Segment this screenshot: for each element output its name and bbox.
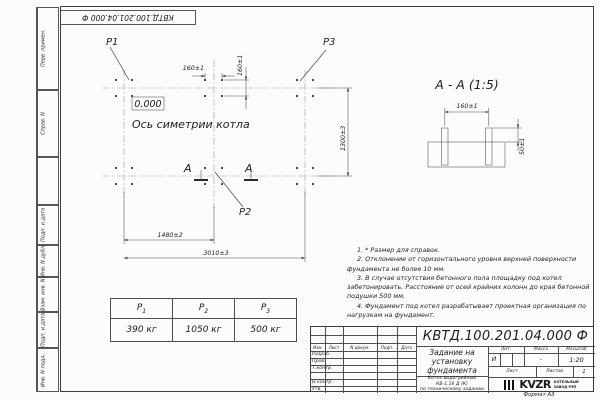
rule-line bbox=[311, 372, 416, 373]
note-line: 2. Отклонение от горизонтального уровня верхней поверхности фундамента не более 10 мм. bbox=[347, 255, 577, 273]
p1-label: P1 bbox=[106, 37, 119, 48]
symmetry-axis-label: Ось симетрии котла bbox=[132, 118, 250, 131]
section-letter-left: А bbox=[184, 162, 192, 175]
sig-row-tkontr: Т.контр. bbox=[312, 366, 333, 371]
stamp-label: Взам. инв. N bbox=[37, 278, 49, 311]
stamp-label: Инв. N дубл. bbox=[37, 246, 49, 276]
load-table-header: $P_3$ bbox=[235, 299, 297, 319]
logo-caption-line: КОТЕЛЬНЫЙ bbox=[553, 380, 579, 385]
stamp-cell bbox=[36, 348, 59, 392]
stamp-cell bbox=[36, 157, 59, 205]
dim-1480-label: 1480±2 bbox=[157, 232, 183, 239]
stamp-label: Инв. N подл. bbox=[37, 349, 49, 391]
sig-header-podp: Подп. bbox=[380, 344, 394, 350]
stamp-label: Перв. примен. bbox=[37, 8, 49, 89]
dim-3010-label: 3010±3 bbox=[203, 250, 229, 257]
title-block bbox=[310, 326, 594, 392]
sig-row-utv: Утв. bbox=[312, 387, 322, 392]
logo-caption-line: ЗАВОД РЭП bbox=[553, 384, 577, 389]
elevation-value: 0.000 bbox=[134, 99, 162, 110]
lit-value: И bbox=[491, 356, 497, 363]
scale-value: 1:20 bbox=[569, 355, 584, 364]
stamp-cell bbox=[36, 312, 59, 348]
note-line: 4. Фундамент под котел разрабатывает проектная организация по нагрузкам на фундамент. bbox=[347, 301, 587, 319]
load-table-header: $P_2$ bbox=[173, 299, 235, 319]
dim-1300-label: 1300±3 bbox=[340, 125, 347, 151]
lit-header: Лит. bbox=[501, 347, 511, 352]
mass-value: - bbox=[539, 356, 543, 363]
stamp-label-empty bbox=[37, 158, 49, 204]
sig-row-razrab: Разраб. bbox=[312, 352, 331, 357]
kvzr-logo-caption bbox=[554, 380, 579, 389]
sig-header-data: Дата bbox=[401, 344, 412, 350]
rule-line bbox=[343, 327, 344, 393]
dim-160-h-label: 160±1 bbox=[182, 65, 204, 72]
rule-line bbox=[311, 335, 416, 336]
section-title: А - А (1:5) bbox=[435, 77, 499, 92]
stamp-label: Подп. и дата bbox=[37, 206, 49, 244]
sheets-label: Листов bbox=[546, 369, 563, 374]
drawing-subtitle bbox=[416, 376, 488, 393]
format-label: Формат А3 bbox=[523, 392, 555, 398]
sheet-label: Лист bbox=[506, 369, 518, 374]
stamp-cell bbox=[36, 90, 59, 157]
p2-label: P2 bbox=[239, 207, 252, 218]
subtitle-line: по техническому заданию bbox=[420, 387, 484, 393]
scale-header: Масштаб bbox=[566, 347, 587, 352]
kvzr-logo-text: KVZR bbox=[519, 378, 551, 391]
stamp-cell bbox=[36, 277, 59, 312]
company-logo bbox=[488, 377, 595, 392]
rule-line bbox=[377, 327, 378, 393]
stamp-cell bbox=[36, 7, 59, 90]
sig-row-prov: Пров. bbox=[312, 359, 326, 364]
section-dim-160-label: 160±1 bbox=[456, 103, 478, 110]
stamp-label: Подп. и дата bbox=[37, 313, 49, 347]
kvzr-logo-icon bbox=[504, 380, 516, 390]
dim-160-v-label: 160±1 bbox=[237, 54, 244, 76]
doc-number: КВТД.100.201.04.000 Ф bbox=[422, 329, 589, 344]
subtitle-line: КВ-1,16 Д (К) bbox=[436, 381, 468, 387]
sig-header-ndoc: N докум. bbox=[350, 344, 370, 350]
load-value: 1050 кг bbox=[173, 319, 235, 342]
sig-row-nkontr: Н.контр. bbox=[312, 380, 333, 385]
subtitle-line: Котел водогрейный bbox=[427, 375, 477, 381]
rule-line bbox=[512, 353, 513, 366]
load-table-header: $P_1$ bbox=[111, 299, 173, 319]
section-letter-right: А bbox=[245, 162, 253, 175]
note-line: 3. В случае отсутствия бетонного пола площадку под котел забетонировать. Расстояние от осей крайних колонн до края бетонной подушки 500 мм. bbox=[347, 273, 590, 301]
rule-line bbox=[500, 353, 501, 366]
note-line: 1. * Размер для справок. bbox=[357, 246, 440, 254]
drawing-title: Задание на установку фундамента bbox=[427, 347, 477, 375]
stamp-cell bbox=[36, 245, 59, 277]
section-dim-50-label: 50±1 bbox=[519, 137, 526, 155]
stamp-cell bbox=[36, 205, 59, 245]
sheets-value: 1 bbox=[582, 368, 586, 375]
p3-label: P3 bbox=[323, 37, 336, 48]
rule-line bbox=[397, 327, 398, 393]
top-doc-number: КВТД.100.201.04.000 Ф bbox=[82, 13, 174, 22]
sig-header-list: Лист bbox=[328, 344, 340, 350]
stamp-label: Справ. N bbox=[37, 91, 49, 156]
sig-header-izm: Изм. bbox=[313, 344, 323, 350]
mass-header: Масса bbox=[534, 347, 548, 352]
load-value: 390 кг bbox=[111, 319, 173, 342]
load-value: 500 кг bbox=[235, 319, 297, 342]
